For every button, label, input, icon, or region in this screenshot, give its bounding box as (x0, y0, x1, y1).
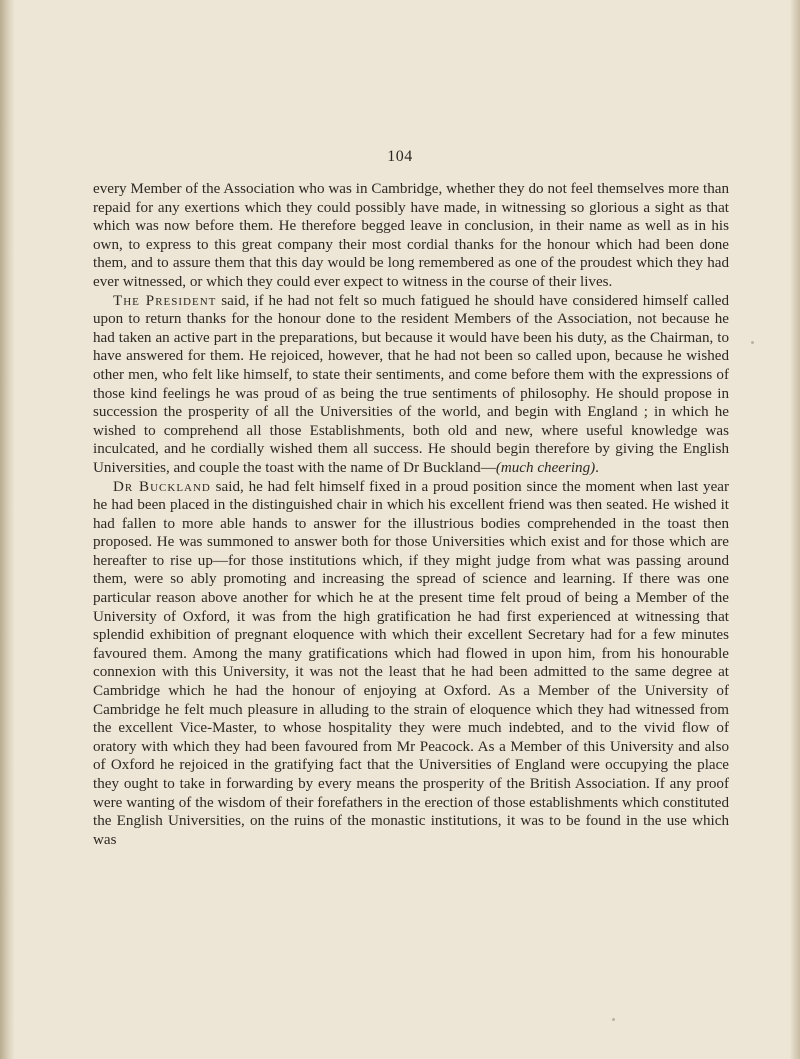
body-text (93, 180, 729, 849)
paragraph-3 (93, 478, 729, 850)
paragraph-2 (93, 292, 729, 478)
paragraph-2-text: said, if he had not felt so much fatigued he should have considered himself called upon to return thanks for the honour done to the resident Members of the Association, not because he had taken an active part in the preparations, but because it would have been his duty, as the Chairman, to have answered for them. He rejoiced, however, that he had not been so called upon, because he wished other men, who felt like himself, to state their sentiments, and come before them with the expressions of those kind feelings he was proud of as being the true sentiments of philosophy. He should propose in succession the prosperity of all the Universities of the world, and begin with England ; in which he wished to comprehend all those Establishments, both old and new, where useful knowledge was inculcated, and he cordially wished them all success. He should begin therefore by giving the English Universities, and couple the toast with the name of Dr Buckland— (93, 292, 730, 476)
page-number: 104 (387, 148, 413, 165)
speaker-buckland: Dr Buckland (113, 478, 211, 495)
paper-speck (751, 341, 754, 344)
audience-reaction: (much cheering) (495, 459, 596, 476)
paragraph-2-ending: . (595, 459, 599, 476)
paragraph-3-text: said, he had felt himself fixed in a proud position since the moment when last year he had been placed in the distinguished chair in which his excellent friend was then seated. He wished it had fallen to more able hands to answer for the illustrious bodies comprehended in the toast then proposed. He was summoned to answer both for those Universities which exist and for those which are hereafter to rise up—for those institutions which, if they might judge from what was passing around them, were so ably promoting and increasing the spread of science and learning. If there was one particular reason above another for which he at the present time felt proud of being a Member of the University of Oxford, it was from the high gratification he had first experienced at witnessing that splendid exhibition of pregnant eloquence with which their excellent Secretary had for a few minutes favoured them. Among the many gratifications which had flowed in upon him, from his honourable connexion with this University, it was not the least that he had been admitted to the same degree at Cambridge which he had the honour of enjoying at Oxford. As a Member of the University of Cambridge he felt much pleasure in alluding to the strain of eloquence which they had witnessed from the excellent Vice-Master, to whose hospitality they were much indebted, and to the vivid flow of oratory with which they had been favoured from Mr Peacock. As a Member of this University and also of Oxford he rejoiced in the gratifying fact that the Universities of England were occupying the place they ought to take in forwarding by every means the prosperity of the British Association. If any proof were wanting of the wisdom of their forefathers in the erection of those establishments which constituted the English Universities, on the ruins of the monastic institutions, it was to be found in the use which was (93, 478, 730, 848)
paragraph-1 (93, 180, 729, 292)
speaker-president: The President (113, 292, 217, 309)
paper-speck (612, 1018, 615, 1021)
paragraph-1-text: every Member of the Association who was in Cambridge, whether they do not feel themselves more than repaid for any exertions which they could possibly have made, in witnessing so glorious a sight as that which was now before them. He therefore begged leave in conclusion, in their name as well as in his own, to express to this great company their most cordial thanks for the honour which had been done them, and to assure them that this day would be long remembered as one of the proudest which they had ever witnessed, or which they could ever expect to witness in the course of their lives. (93, 181, 729, 290)
